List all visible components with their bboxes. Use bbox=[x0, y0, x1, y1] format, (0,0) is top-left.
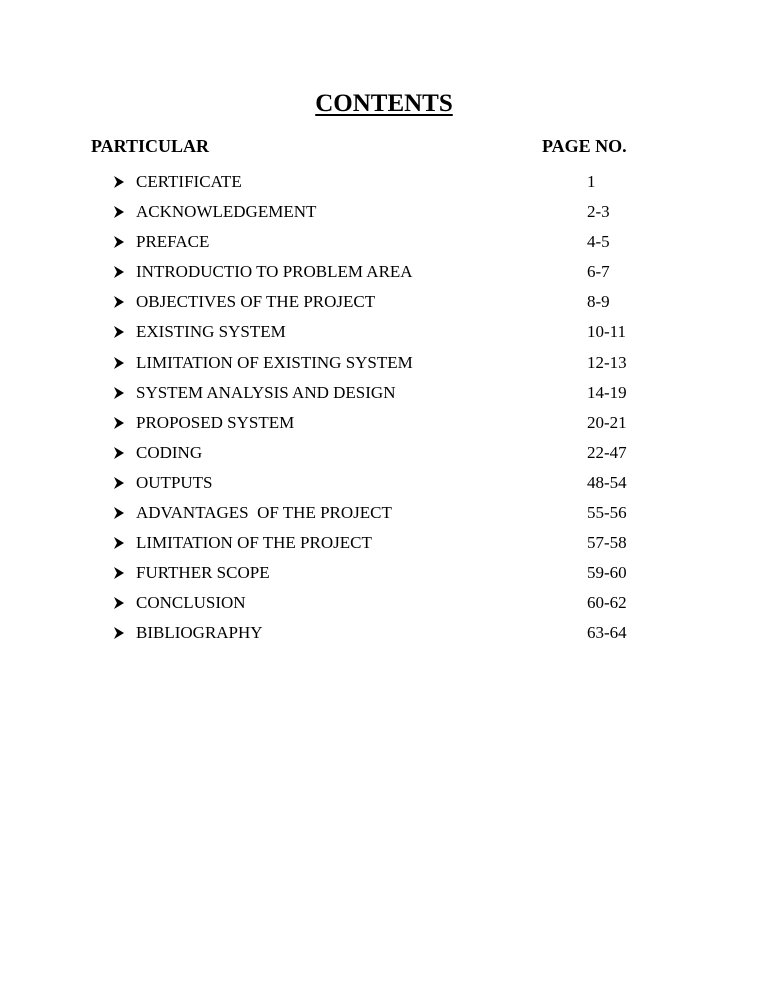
contents-entry bbox=[0, 531, 768, 561]
contents-entry bbox=[0, 501, 768, 531]
arrow-bullet-icon bbox=[112, 442, 126, 464]
column-header-particular: PARTICULAR bbox=[91, 136, 210, 156]
entry-label: SYSTEM ANALYSIS AND DESIGN bbox=[136, 382, 396, 402]
entry-label: EXISTING SYSTEM bbox=[136, 322, 286, 342]
contents-list bbox=[0, 170, 768, 652]
entry-page-number: 60-62 bbox=[587, 593, 627, 613]
entry-page-number: 20-21 bbox=[587, 412, 627, 432]
entry-label: CERTIFICATE bbox=[136, 172, 242, 191]
contents-entry bbox=[0, 441, 768, 471]
entry-label: CONCLUSION bbox=[136, 593, 246, 613]
entry-label: ADVANTAGES OF THE PROJECT bbox=[136, 503, 392, 523]
arrow-bullet-icon bbox=[112, 472, 126, 494]
entry-label: BIBLIOGRAPHY bbox=[136, 623, 263, 643]
arrow-bullet-icon bbox=[112, 412, 126, 434]
contents-entry bbox=[0, 381, 768, 411]
entry-label: ACKNOWLEDGEMENT bbox=[136, 202, 317, 222]
entry-label: PREFACE bbox=[136, 232, 210, 252]
contents-entry bbox=[0, 200, 768, 230]
entry-label: LIMITATION OF THE PROJECT bbox=[136, 533, 372, 553]
arrow-bullet-icon bbox=[112, 352, 126, 374]
contents-entry bbox=[0, 230, 768, 260]
arrow-bullet-icon bbox=[112, 291, 126, 313]
contents-entry bbox=[0, 411, 768, 441]
contents-entry bbox=[0, 591, 768, 621]
arrow-bullet-icon bbox=[112, 562, 126, 584]
contents-entry bbox=[0, 621, 768, 651]
entry-page-number: 4-5 bbox=[587, 232, 610, 252]
entry-page-number: 6-7 bbox=[587, 262, 610, 282]
entry-page-number: 2-3 bbox=[587, 202, 610, 222]
contents-entry bbox=[0, 351, 768, 381]
entry-page-number: 1 bbox=[587, 172, 596, 191]
arrow-bullet-icon bbox=[112, 201, 126, 223]
contents-entry bbox=[0, 471, 768, 501]
arrow-bullet-icon bbox=[112, 532, 126, 554]
entry-label: INTRODUCTIO TO PROBLEM AREA bbox=[136, 262, 413, 282]
entry-page-number: 63-64 bbox=[587, 623, 627, 643]
column-header-page-no: PAGE NO. bbox=[542, 136, 627, 156]
entry-page-number: 22-47 bbox=[587, 442, 627, 462]
entry-page-number: 55-56 bbox=[587, 503, 627, 523]
entry-label: PROPOSED SYSTEM bbox=[136, 412, 295, 432]
entry-page-number: 48-54 bbox=[587, 472, 627, 492]
arrow-bullet-icon bbox=[112, 321, 126, 343]
entry-label: OUTPUTS bbox=[136, 472, 213, 492]
entry-page-number: 10-11 bbox=[587, 322, 627, 342]
entry-page-number: 57-58 bbox=[587, 533, 627, 553]
arrow-bullet-icon bbox=[112, 622, 126, 644]
arrow-bullet-icon bbox=[112, 261, 126, 283]
page-title: CONTENTS bbox=[315, 90, 453, 117]
arrow-bullet-icon bbox=[112, 171, 126, 193]
entry-label: FURTHER SCOPE bbox=[136, 563, 270, 583]
entry-page-number: 12-13 bbox=[587, 352, 627, 372]
contents-entry bbox=[0, 260, 768, 290]
arrow-bullet-icon bbox=[112, 231, 126, 253]
arrow-bullet-icon bbox=[112, 502, 126, 524]
contents-entry bbox=[0, 290, 768, 320]
contents-entry bbox=[0, 561, 768, 591]
arrow-bullet-icon bbox=[112, 382, 126, 404]
entry-page-number: 14-19 bbox=[587, 382, 627, 402]
entry-label: LIMITATION OF EXISTING SYSTEM bbox=[136, 352, 413, 372]
contents-entry bbox=[0, 170, 768, 200]
arrow-bullet-icon bbox=[112, 592, 126, 614]
entry-page-number: 8-9 bbox=[587, 292, 610, 312]
entry-page-number: 59-60 bbox=[587, 563, 627, 583]
contents-entry bbox=[0, 320, 768, 350]
entry-label: OBJECTIVES OF THE PROJECT bbox=[136, 292, 376, 312]
entry-label: CODING bbox=[136, 442, 203, 462]
